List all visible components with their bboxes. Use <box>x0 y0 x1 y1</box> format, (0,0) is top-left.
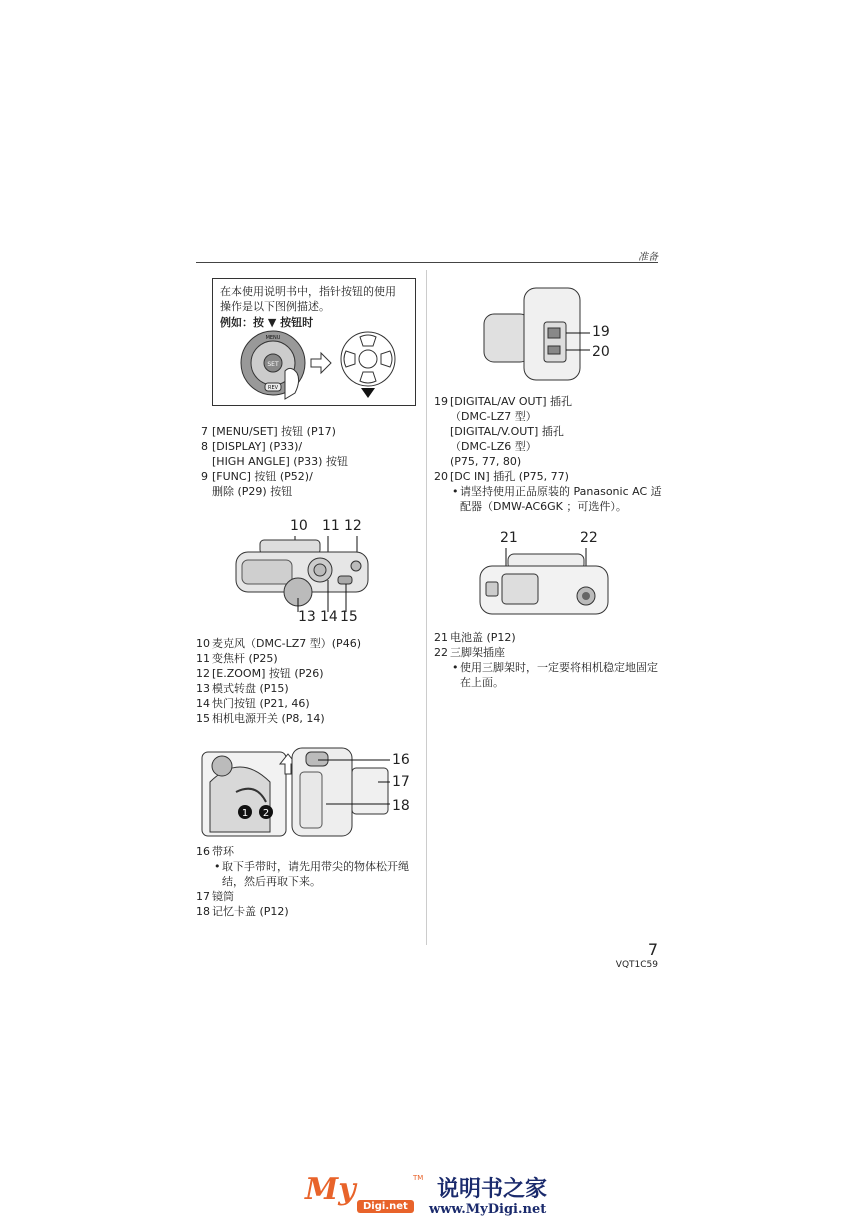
callout-13: 13 <box>298 609 316 625</box>
list-bullet: • 请坚持使用正品原装的 Panasonic AC 适配器（DMW-AC6GK ；可选件）。 <box>434 484 664 514</box>
dial-outline-illustration <box>341 332 395 398</box>
page-number: 7 <box>647 940 658 959</box>
set-label: SET <box>267 361 279 368</box>
list-item: 20 [DC IN] 插孔 (P75, 77) <box>434 470 569 483</box>
camera-bottom-view-illustration <box>478 548 610 618</box>
callout-14: 14 <box>320 609 338 625</box>
svg-text:1: 1 <box>241 808 249 819</box>
bottom-list <box>434 630 660 690</box>
brand-title: 说明书之家 <box>437 1177 548 1202</box>
callout-21: 21 <box>500 530 518 546</box>
callout-17: 17 <box>392 774 410 790</box>
note-box <box>212 278 416 406</box>
down-triangle-icon <box>361 388 375 398</box>
list-item: 7 [MENU/SET] 按钮 (P17) <box>201 425 336 438</box>
note-example: 例如：按 ▼ 按钮时 <box>220 316 314 329</box>
list-item: 16 带环 <box>196 845 234 858</box>
menu-label: MENU <box>265 335 281 341</box>
list-item: 11 变焦杆 (P25) <box>196 652 278 665</box>
button-list-1 <box>196 424 416 499</box>
list-item: 12 [E.ZOOM] 按钮 (P26) <box>196 667 324 680</box>
list-item: 17 镜筒 <box>196 890 234 903</box>
brand-tm: TM <box>413 1174 424 1182</box>
list-item: 15 相机电源开关 (P8, 14) <box>196 712 325 725</box>
callout-22: 22 <box>580 530 598 546</box>
camera-side-view-illustration <box>200 742 390 838</box>
section-label: 准备 <box>638 252 658 263</box>
header-rule <box>196 262 658 263</box>
list-item: 8 [DISPLAY] (P33)/ [HIGH ANGLE] (P33) 按钮 <box>201 440 348 468</box>
dial-illustration <box>241 331 305 399</box>
list-item: 9 [FUNC] 按钮 (P52)/ 删除 (P29) 按钮 <box>201 470 313 498</box>
callout-12: 12 <box>344 518 362 534</box>
brand-my: My <box>305 1172 356 1207</box>
document-code: VQT1C59 <box>615 960 658 970</box>
camera-top-view-illustration <box>232 536 372 612</box>
list-item: 18 记忆卡盖 (P12) <box>196 905 289 918</box>
list-item: 21 电池盖 (P12) <box>434 631 516 644</box>
button-list-2 <box>196 636 416 726</box>
list-bullet: • 取下手带时，请先用带尖的物体松开绳结，然后再取下来。 <box>196 859 420 889</box>
column-divider <box>426 270 427 945</box>
callout-18: 18 <box>392 798 410 814</box>
callout-10: 10 <box>290 518 308 534</box>
button-list-3 <box>196 844 420 919</box>
rev-label: REV <box>267 385 279 391</box>
list-item: 13 模式转盘 (P15) <box>196 682 289 695</box>
arrow-right-icon <box>311 353 331 373</box>
callout-20: 20 <box>592 344 610 360</box>
list-bullet: • 使用三脚架时，一定要将相机稳定地固定在上面。 <box>434 660 660 690</box>
list-item: 22 三脚架插座 <box>434 646 505 659</box>
brand-badge: Digi.net <box>357 1200 414 1213</box>
list-item: 10 麦克风（DMC-LZ7 型）(P46) <box>196 637 361 650</box>
callout-16: 16 <box>392 752 410 768</box>
cursor-button-diagram <box>233 329 413 401</box>
callout-15: 15 <box>340 609 358 625</box>
camera-right-view-illustration <box>480 284 590 384</box>
port-list <box>434 394 664 514</box>
note-text: 在本使用说明书中，指针按钮的使用 操作是以下图例描述。 <box>220 285 396 313</box>
brand-url: www.MyDigi.net <box>429 1202 547 1217</box>
list-item: 19 [DIGITAL/AV OUT] 插孔 （DMC-LZ7 型） [DIGITAL/V.OUT] 插孔 （DMC-LZ6 型） (P75, 77, 80) <box>434 395 573 468</box>
watermark-logo <box>305 1172 565 1222</box>
callout-19: 19 <box>592 324 610 340</box>
svg-text:2: 2 <box>262 808 270 819</box>
callout-11: 11 <box>322 518 340 534</box>
list-item: 14 快门按钮 (P21, 46) <box>196 697 310 710</box>
